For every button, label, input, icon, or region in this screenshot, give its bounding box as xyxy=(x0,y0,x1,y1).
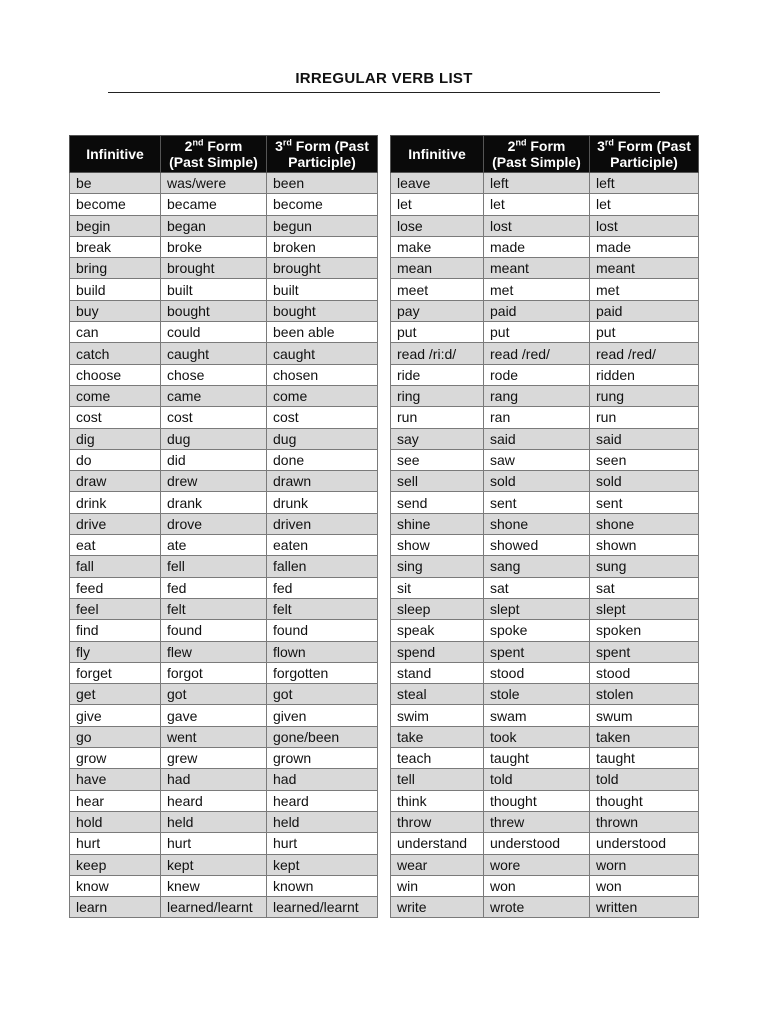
table-row xyxy=(70,279,378,300)
table-row xyxy=(391,300,699,321)
past-participle-cell: forgotten xyxy=(267,662,378,683)
past-participle-cell: thrown xyxy=(590,811,699,832)
table-row xyxy=(391,407,699,428)
past-participle-cell: said xyxy=(590,428,699,449)
past-simple-cell: fell xyxy=(161,556,267,577)
past-simple-cell: showed xyxy=(484,535,590,556)
infinitive-cell: take xyxy=(391,726,484,747)
past-simple-cell: came xyxy=(161,385,267,406)
past-simple-cell: slept xyxy=(484,598,590,619)
table-row xyxy=(391,662,699,683)
past-simple-cell: won xyxy=(484,875,590,896)
table-row xyxy=(391,279,699,300)
table-row xyxy=(391,556,699,577)
header-third-form: 3rd Form (Past Participle) xyxy=(590,136,699,173)
past-simple-cell: spent xyxy=(484,641,590,662)
infinitive-cell: have xyxy=(70,769,161,790)
table-row xyxy=(391,705,699,726)
past-participle-cell: read /red/ xyxy=(590,343,699,364)
table-row xyxy=(70,236,378,257)
past-simple-cell: taught xyxy=(484,748,590,769)
past-simple-cell: wore xyxy=(484,854,590,875)
past-simple-cell: let xyxy=(484,194,590,215)
table-row xyxy=(391,598,699,619)
table-row xyxy=(391,833,699,854)
table-row xyxy=(70,449,378,470)
past-participle-cell: met xyxy=(590,279,699,300)
past-participle-cell: meant xyxy=(590,258,699,279)
table-row xyxy=(391,769,699,790)
past-participle-cell: found xyxy=(267,620,378,641)
past-simple-cell: left xyxy=(484,173,590,194)
infinitive-cell: drink xyxy=(70,492,161,513)
table-row xyxy=(391,492,699,513)
past-simple-cell: understood xyxy=(484,833,590,854)
infinitive-cell: read /ri:d/ xyxy=(391,343,484,364)
table-row xyxy=(391,258,699,279)
past-participle-cell: written xyxy=(590,897,699,918)
table-row xyxy=(70,385,378,406)
table-row xyxy=(70,662,378,683)
past-participle-cell: been xyxy=(267,173,378,194)
infinitive-cell: catch xyxy=(70,343,161,364)
page-title: IRREGULAR VERB LIST xyxy=(295,70,473,87)
past-simple-cell: shone xyxy=(484,513,590,534)
verb-table-left xyxy=(69,135,378,918)
past-simple-cell: sat xyxy=(484,577,590,598)
infinitive-cell: fly xyxy=(70,641,161,662)
infinitive-cell: sit xyxy=(391,577,484,598)
infinitive-cell: draw xyxy=(70,471,161,492)
past-simple-cell: said xyxy=(484,428,590,449)
past-participle-cell: fed xyxy=(267,577,378,598)
header-second-form: 2nd Form (Past Simple) xyxy=(161,136,267,173)
past-simple-cell: forgot xyxy=(161,662,267,683)
past-participle-cell: heard xyxy=(267,790,378,811)
table-row xyxy=(391,343,699,364)
past-simple-cell: met xyxy=(484,279,590,300)
infinitive-cell: learn xyxy=(70,897,161,918)
past-participle-cell: got xyxy=(267,684,378,705)
table-row xyxy=(391,535,699,556)
past-participle-cell: spoken xyxy=(590,620,699,641)
infinitive-cell: write xyxy=(391,897,484,918)
header-infinitive: Infinitive xyxy=(70,136,161,173)
past-simple-cell: held xyxy=(161,811,267,832)
table-row xyxy=(70,173,378,194)
past-simple-cell: caught xyxy=(161,343,267,364)
past-simple-cell: knew xyxy=(161,875,267,896)
past-simple-cell: stood xyxy=(484,662,590,683)
infinitive-cell: give xyxy=(70,705,161,726)
table-row xyxy=(70,577,378,598)
past-simple-cell: meant xyxy=(484,258,590,279)
table-row xyxy=(391,811,699,832)
infinitive-cell: let xyxy=(391,194,484,215)
past-simple-cell: drove xyxy=(161,513,267,534)
past-simple-cell: heard xyxy=(161,790,267,811)
verb-rows-right xyxy=(391,173,699,918)
past-simple-cell: told xyxy=(484,769,590,790)
past-participle-cell: held xyxy=(267,811,378,832)
table-row xyxy=(391,641,699,662)
past-participle-cell: paid xyxy=(590,300,699,321)
verb-table-right xyxy=(390,135,699,918)
past-simple-cell: had xyxy=(161,769,267,790)
header-row xyxy=(70,136,378,173)
infinitive-cell: speak xyxy=(391,620,484,641)
table-row xyxy=(391,322,699,343)
past-simple-cell: went xyxy=(161,726,267,747)
table-row xyxy=(70,364,378,385)
past-participle-cell: spent xyxy=(590,641,699,662)
past-participle-cell: taught xyxy=(590,748,699,769)
table-row xyxy=(70,556,378,577)
infinitive-cell: leave xyxy=(391,173,484,194)
infinitive-cell: feel xyxy=(70,598,161,619)
table-row xyxy=(70,875,378,896)
table-row xyxy=(391,684,699,705)
past-participle-cell: gone/been xyxy=(267,726,378,747)
past-simple-cell: drew xyxy=(161,471,267,492)
past-participle-cell: run xyxy=(590,407,699,428)
past-simple-cell: threw xyxy=(484,811,590,832)
past-simple-cell: rode xyxy=(484,364,590,385)
table-row xyxy=(391,364,699,385)
past-participle-cell: begun xyxy=(267,215,378,236)
past-participle-cell: thought xyxy=(590,790,699,811)
header-infinitive: Infinitive xyxy=(391,136,484,173)
table-row xyxy=(391,577,699,598)
past-simple-cell: could xyxy=(161,322,267,343)
table-row xyxy=(70,748,378,769)
past-participle-cell: sat xyxy=(590,577,699,598)
table-row xyxy=(70,790,378,811)
past-simple-cell: built xyxy=(161,279,267,300)
past-simple-cell: sent xyxy=(484,492,590,513)
infinitive-cell: come xyxy=(70,385,161,406)
table-row xyxy=(70,194,378,215)
past-participle-cell: flown xyxy=(267,641,378,662)
infinitive-cell: can xyxy=(70,322,161,343)
infinitive-cell: know xyxy=(70,875,161,896)
table-row xyxy=(391,173,699,194)
past-participle-cell: shown xyxy=(590,535,699,556)
header-row xyxy=(391,136,699,173)
infinitive-cell: steal xyxy=(391,684,484,705)
past-simple-cell: fed xyxy=(161,577,267,598)
table-row xyxy=(391,790,699,811)
past-participle-cell: become xyxy=(267,194,378,215)
past-participle-cell: swum xyxy=(590,705,699,726)
infinitive-cell: become xyxy=(70,194,161,215)
past-participle-cell: rung xyxy=(590,385,699,406)
past-participle-cell: done xyxy=(267,449,378,470)
infinitive-cell: break xyxy=(70,236,161,257)
past-participle-cell: hurt xyxy=(267,833,378,854)
infinitive-cell: understand xyxy=(391,833,484,854)
table-row xyxy=(70,811,378,832)
past-simple-cell: saw xyxy=(484,449,590,470)
table-row xyxy=(391,620,699,641)
past-simple-cell: dug xyxy=(161,428,267,449)
past-participle-cell: made xyxy=(590,236,699,257)
past-participle-cell: eaten xyxy=(267,535,378,556)
infinitive-cell: mean xyxy=(391,258,484,279)
past-simple-cell: rang xyxy=(484,385,590,406)
infinitive-cell: get xyxy=(70,684,161,705)
infinitive-cell: meet xyxy=(391,279,484,300)
past-participle-cell: lost xyxy=(590,215,699,236)
infinitive-cell: go xyxy=(70,726,161,747)
table-row xyxy=(391,215,699,236)
infinitive-cell: feed xyxy=(70,577,161,598)
past-participle-cell: given xyxy=(267,705,378,726)
past-simple-cell: gave xyxy=(161,705,267,726)
past-participle-cell: worn xyxy=(590,854,699,875)
past-simple-cell: brought xyxy=(161,258,267,279)
table-row xyxy=(70,428,378,449)
infinitive-cell: sleep xyxy=(391,598,484,619)
past-participle-cell: slept xyxy=(590,598,699,619)
table-row xyxy=(70,343,378,364)
table-row xyxy=(391,854,699,875)
past-participle-cell: chosen xyxy=(267,364,378,385)
table-row xyxy=(70,726,378,747)
table-row xyxy=(391,897,699,918)
past-simple-cell: hurt xyxy=(161,833,267,854)
past-participle-cell: stood xyxy=(590,662,699,683)
past-participle-cell: sung xyxy=(590,556,699,577)
past-simple-cell: felt xyxy=(161,598,267,619)
infinitive-cell: tell xyxy=(391,769,484,790)
table-row xyxy=(70,258,378,279)
table-row xyxy=(70,513,378,534)
table-row xyxy=(70,705,378,726)
infinitive-cell: grow xyxy=(70,748,161,769)
past-participle-cell: built xyxy=(267,279,378,300)
past-participle-cell: drawn xyxy=(267,471,378,492)
past-simple-cell: thought xyxy=(484,790,590,811)
past-participle-cell: dug xyxy=(267,428,378,449)
table-row xyxy=(391,236,699,257)
past-simple-cell: took xyxy=(484,726,590,747)
infinitive-cell: spend xyxy=(391,641,484,662)
table-row xyxy=(70,684,378,705)
infinitive-cell: ride xyxy=(391,364,484,385)
infinitive-cell: begin xyxy=(70,215,161,236)
past-simple-cell: got xyxy=(161,684,267,705)
header-second-form: 2nd Form (Past Simple) xyxy=(484,136,590,173)
infinitive-cell: keep xyxy=(70,854,161,875)
past-participle-cell: understood xyxy=(590,833,699,854)
infinitive-cell: buy xyxy=(70,300,161,321)
infinitive-cell: hold xyxy=(70,811,161,832)
infinitive-cell: ring xyxy=(391,385,484,406)
table-row xyxy=(391,194,699,215)
past-participle-cell: felt xyxy=(267,598,378,619)
infinitive-cell: sing xyxy=(391,556,484,577)
table-row xyxy=(70,897,378,918)
past-participle-cell: sent xyxy=(590,492,699,513)
past-simple-cell: broke xyxy=(161,236,267,257)
past-participle-cell: driven xyxy=(267,513,378,534)
table-row xyxy=(70,833,378,854)
past-participle-cell: put xyxy=(590,322,699,343)
past-participle-cell: bought xyxy=(267,300,378,321)
infinitive-cell: say xyxy=(391,428,484,449)
infinitive-cell: eat xyxy=(70,535,161,556)
past-simple-cell: read /red/ xyxy=(484,343,590,364)
past-participle-cell: had xyxy=(267,769,378,790)
infinitive-cell: wear xyxy=(391,854,484,875)
past-participle-cell: cost xyxy=(267,407,378,428)
past-participle-cell: brought xyxy=(267,258,378,279)
past-simple-cell: ate xyxy=(161,535,267,556)
table-row xyxy=(391,875,699,896)
past-simple-cell: found xyxy=(161,620,267,641)
infinitive-cell: think xyxy=(391,790,484,811)
infinitive-cell: send xyxy=(391,492,484,513)
table-row xyxy=(70,471,378,492)
infinitive-cell: bring xyxy=(70,258,161,279)
infinitive-cell: choose xyxy=(70,364,161,385)
past-simple-cell: wrote xyxy=(484,897,590,918)
title-underline xyxy=(108,92,660,93)
table-row xyxy=(70,322,378,343)
past-participle-cell: seen xyxy=(590,449,699,470)
table-row xyxy=(70,769,378,790)
past-simple-cell: paid xyxy=(484,300,590,321)
past-simple-cell: made xyxy=(484,236,590,257)
past-participle-cell: kept xyxy=(267,854,378,875)
table-row xyxy=(70,641,378,662)
infinitive-cell: hurt xyxy=(70,833,161,854)
infinitive-cell: run xyxy=(391,407,484,428)
past-participle-cell: sold xyxy=(590,471,699,492)
past-simple-cell: put xyxy=(484,322,590,343)
table-row xyxy=(70,215,378,236)
past-simple-cell: drank xyxy=(161,492,267,513)
past-participle-cell: left xyxy=(590,173,699,194)
past-simple-cell: cost xyxy=(161,407,267,428)
past-simple-cell: swam xyxy=(484,705,590,726)
past-participle-cell: learned/learnt xyxy=(267,897,378,918)
table-row xyxy=(70,407,378,428)
infinitive-cell: drive xyxy=(70,513,161,534)
table-row xyxy=(391,449,699,470)
past-participle-cell: won xyxy=(590,875,699,896)
table-row xyxy=(70,492,378,513)
past-participle-cell: grown xyxy=(267,748,378,769)
past-simple-cell: sold xyxy=(484,471,590,492)
header-third-form: 3rd Form (Past Participle) xyxy=(267,136,378,173)
past-simple-cell: grew xyxy=(161,748,267,769)
past-participle-cell: shone xyxy=(590,513,699,534)
infinitive-cell: throw xyxy=(391,811,484,832)
past-participle-cell: caught xyxy=(267,343,378,364)
past-simple-cell: was/were xyxy=(161,173,267,194)
past-simple-cell: stole xyxy=(484,684,590,705)
past-participle-cell: told xyxy=(590,769,699,790)
past-participle-cell: been able xyxy=(267,322,378,343)
infinitive-cell: stand xyxy=(391,662,484,683)
past-participle-cell: taken xyxy=(590,726,699,747)
infinitive-cell: find xyxy=(70,620,161,641)
past-participle-cell: broken xyxy=(267,236,378,257)
infinitive-cell: pay xyxy=(391,300,484,321)
table-row xyxy=(391,385,699,406)
infinitive-cell: see xyxy=(391,449,484,470)
past-simple-cell: began xyxy=(161,215,267,236)
past-simple-cell: bought xyxy=(161,300,267,321)
past-simple-cell: chose xyxy=(161,364,267,385)
past-participle-cell: fallen xyxy=(267,556,378,577)
infinitive-cell: forget xyxy=(70,662,161,683)
table-row xyxy=(391,428,699,449)
infinitive-cell: dig xyxy=(70,428,161,449)
past-participle-cell: drunk xyxy=(267,492,378,513)
past-participle-cell: ridden xyxy=(590,364,699,385)
table-row xyxy=(391,748,699,769)
infinitive-cell: cost xyxy=(70,407,161,428)
past-simple-cell: flew xyxy=(161,641,267,662)
infinitive-cell: sell xyxy=(391,471,484,492)
infinitive-cell: swim xyxy=(391,705,484,726)
table-row xyxy=(70,300,378,321)
table-row xyxy=(70,854,378,875)
past-participle-cell: known xyxy=(267,875,378,896)
infinitive-cell: lose xyxy=(391,215,484,236)
infinitive-cell: be xyxy=(70,173,161,194)
infinitive-cell: shine xyxy=(391,513,484,534)
past-simple-cell: spoke xyxy=(484,620,590,641)
past-simple-cell: lost xyxy=(484,215,590,236)
past-participle-cell: stolen xyxy=(590,684,699,705)
infinitive-cell: teach xyxy=(391,748,484,769)
verb-rows-left xyxy=(70,173,378,918)
table-row xyxy=(70,598,378,619)
table-row xyxy=(391,513,699,534)
infinitive-cell: do xyxy=(70,449,161,470)
infinitive-cell: build xyxy=(70,279,161,300)
table-row xyxy=(70,620,378,641)
table-row xyxy=(70,535,378,556)
past-simple-cell: kept xyxy=(161,854,267,875)
past-simple-cell: sang xyxy=(484,556,590,577)
infinitive-cell: win xyxy=(391,875,484,896)
infinitive-cell: fall xyxy=(70,556,161,577)
table-row xyxy=(391,726,699,747)
past-simple-cell: ran xyxy=(484,407,590,428)
past-simple-cell: became xyxy=(161,194,267,215)
past-simple-cell: learned/learnt xyxy=(161,897,267,918)
infinitive-cell: put xyxy=(391,322,484,343)
infinitive-cell: hear xyxy=(70,790,161,811)
past-participle-cell: come xyxy=(267,385,378,406)
table-row xyxy=(391,471,699,492)
past-participle-cell: let xyxy=(590,194,699,215)
infinitive-cell: show xyxy=(391,535,484,556)
past-simple-cell: did xyxy=(161,449,267,470)
infinitive-cell: make xyxy=(391,236,484,257)
